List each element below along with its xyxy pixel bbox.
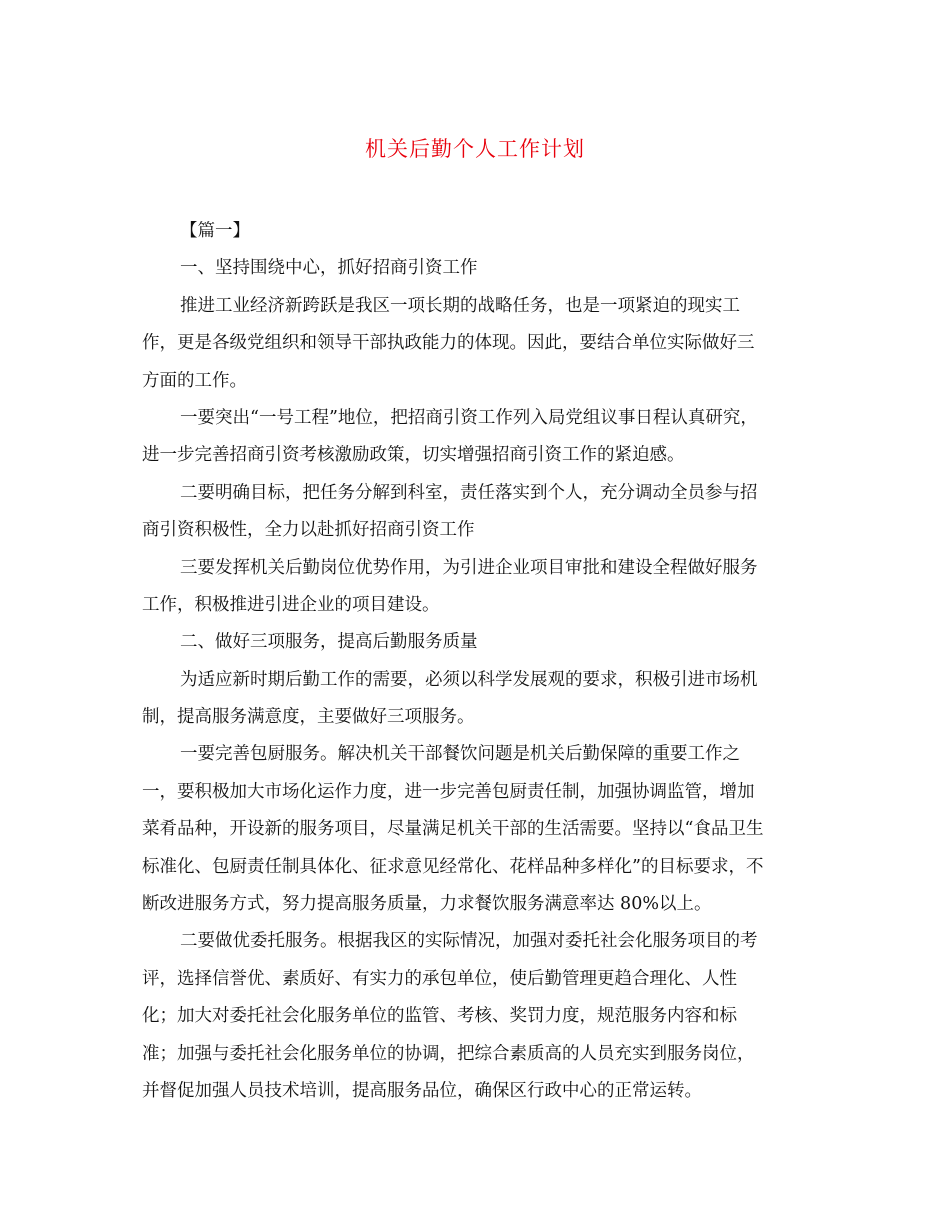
document-body <box>142 213 802 1110</box>
text-line: 工作，积极推进引进企业的项目建设。 <box>142 594 440 615</box>
text-line: 【篇一】 <box>180 221 250 241</box>
text-line: 进一步完善招商引资考核激励政策，切实增强招商引资工作的紧迫感。 <box>142 445 685 466</box>
text-line: 商引资积极性，全力以赴抓好招商引资工作 <box>142 520 475 541</box>
text-line: 二要做优委托服务。根据我区的实际情况，加强对委托社会化服务项目的考 <box>180 931 758 952</box>
text-line: 并督促加强人员技术培训，提高服务品位，确保区行政中心的正常运转。 <box>142 1080 702 1101</box>
text-line: 准；加强与委托社会化服务单位的协调，把综合素质高的人员充实到服务岗位， <box>142 1043 755 1064</box>
text-line: 制，提高服务满意度，主要做好三项服务。 <box>142 707 475 728</box>
paragraph <box>142 736 802 923</box>
section-heading <box>142 624 802 661</box>
paragraph <box>142 475 802 550</box>
text-line: 三要发挥机关后勤岗位优势作用，为引进企业项目审批和建设全程做好服务 <box>180 557 758 578</box>
text-line: 二、做好三项服务，提高后勤服务质量 <box>180 632 478 653</box>
text-line: 断改进服务方式，努力提高服务质量，力求餐饮服务满意率达 80%以上。 <box>142 894 712 915</box>
text-line: 推进工业经济新跨跃是我区一项长期的战略任务，也是一项紧迫的现实工 <box>180 295 740 316</box>
text-line: 方面的工作。 <box>142 370 247 391</box>
paragraph <box>142 288 802 400</box>
text-line: 一要完善包厨服务。解决机关干部餐饮问题是机关后勤保障的重要工作之 <box>180 744 740 765</box>
text-line: 菜肴品种，开设新的服务项目，尽量满足机关干部的生活需要。坚持以“食品卫生 <box>142 819 764 840</box>
paragraph <box>142 550 802 625</box>
paragraph <box>142 923 802 1110</box>
text-line: 作，更是各级党组织和领导干部执政能力的体现。因此，要结合单位实际做好三 <box>142 333 755 354</box>
text-line: 一、坚持围绕中心，抓好招商引资工作 <box>180 258 478 279</box>
section-heading <box>142 250 802 287</box>
text-line: 二要明确目标，把任务分解到科室，责任落实到个人，充分调动全员参与招 <box>180 482 758 503</box>
text-line: 一，要积极加大市场化运作力度，进一步完善包厨责任制，加强协调监管，增加 <box>142 781 755 802</box>
paragraph <box>142 213 802 250</box>
document-title: 机关后勤个人工作计划 <box>365 137 585 161</box>
text-line: 标准化、包厨责任制具体化、征求意见经常化、花样品种多样化”的目标要求，不 <box>142 856 764 877</box>
paragraph <box>142 400 802 475</box>
text-line: 一要突出“一号工程”地位，把招商引资工作列入局党组议事日程认真研究， <box>180 407 758 428</box>
text-line: 为适应新时期后勤工作的需要，必须以科学发展观的要求，积极引进市场机 <box>180 669 758 690</box>
text-line: 评，选择信誉优、素质好、有实力的承包单位，使后勤管理更趋合理化、人性 <box>142 968 737 989</box>
text-line: 化；加大对委托社会化服务单位的监管、考核、奖罚力度，规范服务内容和标 <box>142 1006 737 1027</box>
paragraph <box>142 662 802 737</box>
